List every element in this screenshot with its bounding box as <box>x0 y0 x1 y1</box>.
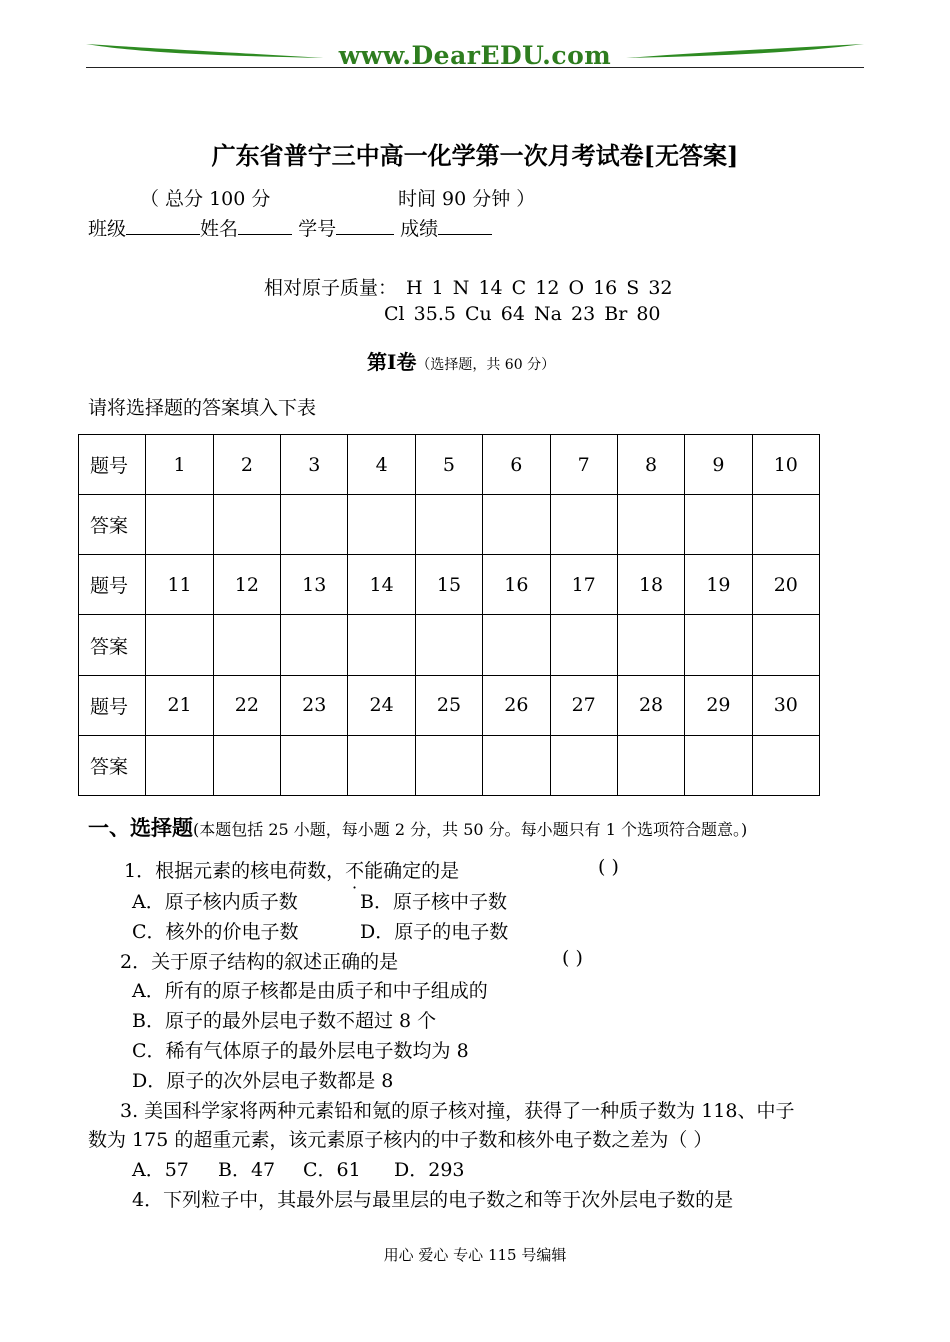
q1-stem <box>124 856 459 883</box>
score-label: 成绩 <box>394 218 439 240</box>
answer-cell[interactable] <box>617 615 684 675</box>
q3-option-b[interactable]: B．47 <box>218 1159 276 1181</box>
question-number-cell: 17 <box>550 555 617 615</box>
score-field[interactable] <box>438 216 492 235</box>
table-row-answers <box>79 735 820 795</box>
exam-time: 时间 90 分钟 ） <box>398 188 536 210</box>
answer-cell[interactable] <box>213 495 280 555</box>
question-number-cell: 25 <box>415 675 482 735</box>
class-label: 班级 <box>88 218 127 240</box>
answer-cell[interactable] <box>213 735 280 795</box>
table-row-numbers <box>79 435 820 495</box>
answer-cell[interactable] <box>617 735 684 795</box>
instruction: 请将选择题的答案填入下表 <box>88 397 317 419</box>
question-number-cell: 9 <box>685 435 752 495</box>
question-number-cell: 22 <box>213 675 280 735</box>
answer-cell[interactable] <box>685 735 752 795</box>
answer-cell[interactable] <box>617 495 684 555</box>
answer-cell[interactable] <box>483 735 550 795</box>
q3-option-d[interactable]: D．293 <box>394 1159 465 1181</box>
q4-stem: 4．下列粒子中，其最外层与最里层的电子数之和等于次外层电子数的是 <box>132 1189 734 1211</box>
q2-stem: 2．关于原子结构的叙述正确的是 <box>120 951 399 973</box>
table-row-numbers <box>79 555 820 615</box>
section1-note-a: (本题包括 25 小题，每小题 2 分，共 50 分。每小题 <box>193 820 569 839</box>
q1-bracket[interactable]: ( ) <box>598 856 619 878</box>
question-number-cell: 12 <box>213 555 280 615</box>
q1-option-a[interactable]: A．原子核内质子数 <box>132 891 298 913</box>
question-number-cell: 6 <box>483 435 550 495</box>
answer-cell[interactable] <box>348 615 415 675</box>
q2-option-a[interactable]: A．所有的原子核都是由质子和中子组成的 <box>132 980 488 1002</box>
answer-cell[interactable] <box>752 495 819 555</box>
page-footer: 用心 爱心 专心 115 号编辑 <box>383 1246 567 1264</box>
section1-note-emph: 只有 1 个 <box>568 820 638 839</box>
q3-stem-line1: 3. 美国科学家将两种元素铅和氪的原子核对撞，获得了一种质子数为 118、中子 <box>120 1100 795 1122</box>
answer-cell[interactable] <box>550 495 617 555</box>
q2-option-b[interactable]: B．原子的最外层电子数不超过 8 个 <box>132 1010 437 1032</box>
question-number-cell: 3 <box>281 435 348 495</box>
total-score: （ 总分 100 分 <box>140 188 271 210</box>
num-header-cell: 题号 <box>79 555 146 615</box>
section1-label: 一、选择题 <box>88 816 193 840</box>
question-number-cell: 29 <box>685 675 752 735</box>
answer-header-cell: 答案 <box>79 735 146 795</box>
banner-site-name: www.DearEDU.com <box>338 41 612 70</box>
answer-cell[interactable] <box>281 735 348 795</box>
question-number-cell: 11 <box>146 555 213 615</box>
q1-option-c[interactable]: C．核外的价电子数 <box>132 921 299 943</box>
question-number-cell: 27 <box>550 675 617 735</box>
question-number-cell: 4 <box>348 435 415 495</box>
answer-cell[interactable] <box>415 495 482 555</box>
question-number-cell: 28 <box>617 675 684 735</box>
section1-heading <box>88 812 747 842</box>
question-number-cell: 13 <box>281 555 348 615</box>
q1-stem-emph: 不 <box>345 860 365 882</box>
page-title: 广东省普宁三中高一化学第一次月考试卷[无答案] <box>211 141 739 170</box>
answer-cell[interactable] <box>348 735 415 795</box>
answer-cell[interactable] <box>752 735 819 795</box>
q3-stem-line2: 数为 175 的超重元素，该元素原子核内的中子数和核外电子数之差为（ ） <box>88 1129 713 1151</box>
question-number-cell: 16 <box>483 555 550 615</box>
atomic-mass-line-1: 相对原子质量： H 1 N 14 C 12 O 16 S 32 <box>264 277 673 299</box>
answer-cell[interactable] <box>752 615 819 675</box>
q2-bracket[interactable]: ( ) <box>562 947 583 969</box>
answer-cell[interactable] <box>415 615 482 675</box>
q3-option-c[interactable]: C．61 <box>303 1159 361 1181</box>
id-label: 学号 <box>292 218 337 240</box>
table-row-answers <box>79 495 820 555</box>
answer-cell[interactable] <box>146 735 213 795</box>
q2-option-c[interactable]: C．稀有气体原子的最外层电子数均为 8 <box>132 1040 469 1062</box>
section1-note-c: 选项符合题意。) <box>637 820 748 839</box>
question-number-cell: 14 <box>348 555 415 615</box>
part1-note: （选择题，共 60 分） <box>416 357 556 373</box>
question-number-cell: 7 <box>550 435 617 495</box>
q1-option-d[interactable]: D．原子的电子数 <box>360 921 509 943</box>
answer-header-cell: 答案 <box>79 615 146 675</box>
answer-header-cell: 答案 <box>79 495 146 555</box>
question-number-cell: 26 <box>483 675 550 735</box>
q1-stem-c: 能确定的是 <box>364 860 460 882</box>
table-row-numbers <box>79 675 820 735</box>
answer-cell[interactable] <box>146 615 213 675</box>
num-header-cell: 题号 <box>79 435 146 495</box>
table-row-answers <box>79 615 820 675</box>
answer-cell[interactable] <box>348 495 415 555</box>
q1-stem-a: 1．根据元素的核电荷数， <box>124 860 346 882</box>
question-number-cell: 18 <box>617 555 684 615</box>
student-info-line <box>88 214 492 241</box>
answer-cell[interactable] <box>146 495 213 555</box>
question-number-cell: 2 <box>213 435 280 495</box>
part1-title: 第Ⅰ卷 <box>367 350 417 374</box>
answer-cell[interactable] <box>685 495 752 555</box>
question-number-cell: 21 <box>146 675 213 735</box>
answer-cell[interactable] <box>281 495 348 555</box>
answer-cell[interactable] <box>483 495 550 555</box>
atomic-mass-line-2: Cl 35.5 Cu 64 Na 23 Br 80 <box>384 303 661 325</box>
q3-option-a[interactable]: A．57 <box>132 1159 189 1181</box>
id-field[interactable] <box>336 216 394 235</box>
name-label: 姓名 <box>200 218 239 240</box>
num-header-cell: 题号 <box>79 675 146 735</box>
question-number-cell: 5 <box>415 435 482 495</box>
answer-cell[interactable] <box>483 615 550 675</box>
question-number-cell: 24 <box>348 675 415 735</box>
answer-cell[interactable] <box>550 735 617 795</box>
part1-heading <box>367 346 555 375</box>
name-field[interactable] <box>238 216 292 235</box>
question-number-cell: 8 <box>617 435 684 495</box>
question-number-cell: 19 <box>685 555 752 615</box>
question-number-cell: 10 <box>752 435 819 495</box>
answer-cell[interactable] <box>281 615 348 675</box>
question-number-cell: 30 <box>752 675 819 735</box>
question-number-cell: 1 <box>146 435 213 495</box>
question-number-cell: 23 <box>281 675 348 735</box>
answer-cell[interactable] <box>213 615 280 675</box>
answer-cell[interactable] <box>550 615 617 675</box>
q2-option-d[interactable]: D．原子的次外层电子数都是 8 <box>132 1070 394 1092</box>
answer-table <box>78 434 820 796</box>
question-number-cell: 15 <box>415 555 482 615</box>
q1-option-b[interactable]: B．原子核中子数 <box>360 891 507 913</box>
question-number-cell: 20 <box>752 555 819 615</box>
answer-cell[interactable] <box>415 735 482 795</box>
class-field[interactable] <box>126 216 200 235</box>
answer-cell[interactable] <box>685 615 752 675</box>
